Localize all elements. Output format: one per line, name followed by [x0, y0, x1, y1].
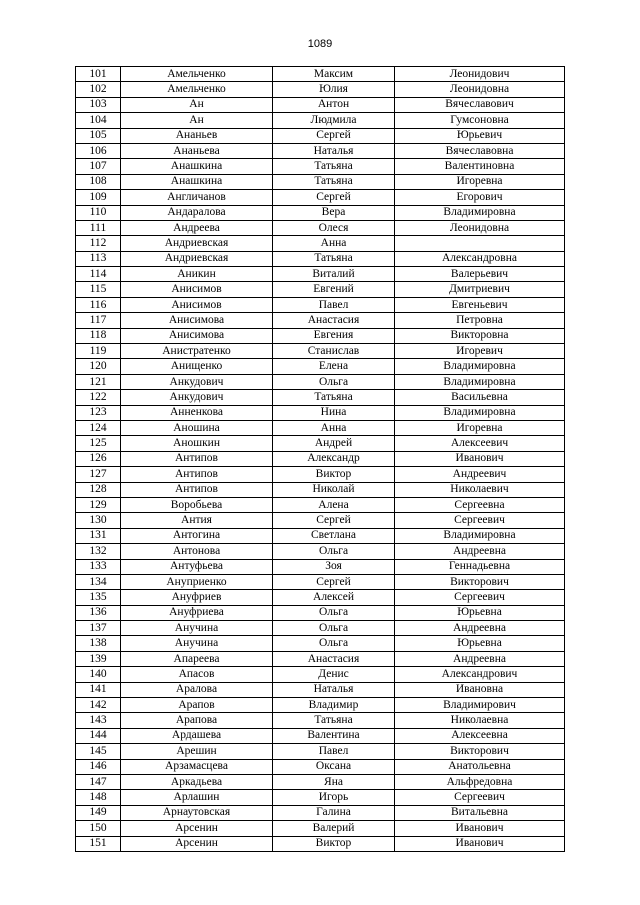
table-row — [76, 836, 565, 851]
last-name-cell: Антипов — [121, 467, 273, 482]
patronymic-cell: Владимировна — [395, 528, 565, 543]
table-row — [76, 805, 565, 820]
first-name-cell: Игорь — [273, 790, 395, 805]
first-name-cell: Максим — [273, 67, 395, 82]
first-name-cell: Вера — [273, 205, 395, 220]
patronymic-cell: Юрьевна — [395, 605, 565, 620]
row-number: 104 — [76, 113, 121, 128]
patronymic-cell: Геннадьевна — [395, 559, 565, 574]
first-name-cell: Евгения — [273, 328, 395, 343]
first-name-cell: Анастасия — [273, 651, 395, 666]
last-name-cell: Ананьева — [121, 143, 273, 158]
row-number: 120 — [76, 359, 121, 374]
table-row — [76, 790, 565, 805]
patronymic-cell: Викторович — [395, 574, 565, 589]
first-name-cell: Денис — [273, 667, 395, 682]
patronymic-cell: Юрьевич — [395, 128, 565, 143]
row-number: 113 — [76, 251, 121, 266]
patronymic-cell: Андреевна — [395, 621, 565, 636]
patronymic-cell: Николаевна — [395, 713, 565, 728]
last-name-cell: Аралова — [121, 682, 273, 697]
table-row — [76, 528, 565, 543]
last-name-cell: Апареева — [121, 651, 273, 666]
last-name-cell: Аношина — [121, 420, 273, 435]
names-table-body — [76, 67, 565, 852]
last-name-cell: Арсенин — [121, 821, 273, 836]
last-name-cell: Ан — [121, 113, 273, 128]
last-name-cell: Анистратенко — [121, 344, 273, 359]
last-name-cell: Анищенко — [121, 359, 273, 374]
patronymic-cell: Сергеевна — [395, 497, 565, 512]
first-name-cell: Алена — [273, 497, 395, 512]
row-number: 118 — [76, 328, 121, 343]
table-row — [76, 621, 565, 636]
last-name-cell: Анисимов — [121, 282, 273, 297]
row-number: 142 — [76, 698, 121, 713]
last-name-cell: Анкудович — [121, 390, 273, 405]
patronymic-cell: Леонидовна — [395, 82, 565, 97]
row-number: 124 — [76, 420, 121, 435]
table-row — [76, 359, 565, 374]
row-number: 150 — [76, 821, 121, 836]
last-name-cell: Ардашева — [121, 728, 273, 743]
row-number: 109 — [76, 190, 121, 205]
row-number: 143 — [76, 713, 121, 728]
first-name-cell: Татьяна — [273, 174, 395, 189]
last-name-cell: Антогина — [121, 528, 273, 543]
first-name-cell: Анна — [273, 420, 395, 435]
first-name-cell: Валентина — [273, 728, 395, 743]
table-row — [76, 82, 565, 97]
row-number: 134 — [76, 574, 121, 589]
row-number: 136 — [76, 605, 121, 620]
last-name-cell: Англичанов — [121, 190, 273, 205]
row-number: 129 — [76, 497, 121, 512]
row-number: 146 — [76, 759, 121, 774]
patronymic-cell: Владимирович — [395, 698, 565, 713]
last-name-cell: Арзамасцева — [121, 759, 273, 774]
last-name-cell: Андреева — [121, 220, 273, 235]
first-name-cell: Виктор — [273, 836, 395, 851]
table-row — [76, 544, 565, 559]
first-name-cell: Ольга — [273, 621, 395, 636]
table-row — [76, 205, 565, 220]
table-row — [76, 190, 565, 205]
table-row — [76, 113, 565, 128]
last-name-cell: Воробьева — [121, 497, 273, 512]
first-name-cell: Павел — [273, 297, 395, 312]
first-name-cell: Станислав — [273, 344, 395, 359]
table-row — [76, 698, 565, 713]
first-name-cell: Татьяна — [273, 713, 395, 728]
patronymic-cell: Игоревна — [395, 174, 565, 189]
first-name-cell: Галина — [273, 805, 395, 820]
row-number: 115 — [76, 282, 121, 297]
row-number: 123 — [76, 405, 121, 420]
table-row — [76, 390, 565, 405]
table-row — [76, 682, 565, 697]
patronymic-cell: Алексеевич — [395, 436, 565, 451]
first-name-cell: Татьяна — [273, 251, 395, 266]
row-number: 137 — [76, 621, 121, 636]
row-number: 112 — [76, 236, 121, 251]
patronymic-cell: Гумсоновна — [395, 113, 565, 128]
table-row — [76, 344, 565, 359]
table-row — [76, 420, 565, 435]
row-number: 106 — [76, 143, 121, 158]
patronymic-cell: Игоревна — [395, 420, 565, 435]
patronymic-cell: Игоревич — [395, 344, 565, 359]
last-name-cell: Арешин — [121, 744, 273, 759]
patronymic-cell: Витальевна — [395, 805, 565, 820]
table-row — [76, 143, 565, 158]
first-name-cell: Ольга — [273, 374, 395, 389]
patronymic-cell: Вячеславович — [395, 97, 565, 112]
last-name-cell: Ануфриев — [121, 590, 273, 605]
first-name-cell: Олеся — [273, 220, 395, 235]
patronymic-cell: Егорович — [395, 190, 565, 205]
first-name-cell: Алексей — [273, 590, 395, 605]
first-name-cell: Наталья — [273, 143, 395, 158]
row-number: 102 — [76, 82, 121, 97]
row-number: 119 — [76, 344, 121, 359]
first-name-cell: Павел — [273, 744, 395, 759]
table-row — [76, 636, 565, 651]
last-name-cell: Анучина — [121, 636, 273, 651]
row-number: 148 — [76, 790, 121, 805]
row-number: 111 — [76, 220, 121, 235]
patronymic-cell: Владимировна — [395, 405, 565, 420]
patronymic-cell: Дмитриевич — [395, 282, 565, 297]
table-row — [76, 728, 565, 743]
table-row — [76, 651, 565, 666]
row-number: 147 — [76, 774, 121, 789]
row-number: 132 — [76, 544, 121, 559]
first-name-cell: Сергей — [273, 128, 395, 143]
first-name-cell: Анна — [273, 236, 395, 251]
last-name-cell: Амельченко — [121, 67, 273, 82]
patronymic-cell: Вячеславовна — [395, 143, 565, 158]
patronymic-cell: Сергеевич — [395, 590, 565, 605]
first-name-cell: Ольга — [273, 636, 395, 651]
patronymic-cell: Андреевна — [395, 651, 565, 666]
patronymic-cell — [395, 236, 565, 251]
table-row — [76, 220, 565, 235]
table-row — [76, 374, 565, 389]
patronymic-cell: Викторович — [395, 744, 565, 759]
table-row — [76, 574, 565, 589]
last-name-cell: Ананьев — [121, 128, 273, 143]
table-row — [76, 713, 565, 728]
names-table — [75, 66, 565, 852]
row-number: 110 — [76, 205, 121, 220]
row-number: 122 — [76, 390, 121, 405]
row-number: 145 — [76, 744, 121, 759]
first-name-cell: Сергей — [273, 574, 395, 589]
table-row — [76, 328, 565, 343]
row-number: 116 — [76, 297, 121, 312]
row-number: 141 — [76, 682, 121, 697]
last-name-cell: Антуфьева — [121, 559, 273, 574]
patronymic-cell: Владимировна — [395, 374, 565, 389]
first-name-cell: Евгений — [273, 282, 395, 297]
row-number: 117 — [76, 313, 121, 328]
first-name-cell: Людмила — [273, 113, 395, 128]
last-name-cell: Арсенин — [121, 836, 273, 851]
last-name-cell: Андриевская — [121, 251, 273, 266]
last-name-cell: Ануприенко — [121, 574, 273, 589]
first-name-cell: Яна — [273, 774, 395, 789]
patronymic-cell: Иванович — [395, 821, 565, 836]
table-row — [76, 67, 565, 82]
patronymic-cell: Ивановна — [395, 682, 565, 697]
first-name-cell: Татьяна — [273, 390, 395, 405]
patronymic-cell: Андреевич — [395, 467, 565, 482]
table-row — [76, 590, 565, 605]
first-name-cell: Светлана — [273, 528, 395, 543]
table-row — [76, 436, 565, 451]
last-name-cell: Анисимов — [121, 297, 273, 312]
patronymic-cell: Леонидовна — [395, 220, 565, 235]
first-name-cell: Анастасия — [273, 313, 395, 328]
table-row — [76, 451, 565, 466]
last-name-cell: Арапов — [121, 698, 273, 713]
patronymic-cell: Иванович — [395, 451, 565, 466]
row-number: 135 — [76, 590, 121, 605]
row-number: 133 — [76, 559, 121, 574]
first-name-cell: Ольга — [273, 544, 395, 559]
table-row — [76, 236, 565, 251]
patronymic-cell: Андреевна — [395, 544, 565, 559]
first-name-cell: Сергей — [273, 190, 395, 205]
page-number: 1089 — [307, 38, 333, 50]
first-name-cell: Андрей — [273, 436, 395, 451]
last-name-cell: Андриевская — [121, 236, 273, 251]
patronymic-cell: Алексеевна — [395, 728, 565, 743]
first-name-cell: Александр — [273, 451, 395, 466]
first-name-cell: Владимир — [273, 698, 395, 713]
table-row — [76, 97, 565, 112]
table-row — [76, 267, 565, 282]
first-name-cell: Виктор — [273, 467, 395, 482]
row-number: 108 — [76, 174, 121, 189]
patronymic-cell: Викторовна — [395, 328, 565, 343]
patronymic-cell: Петровна — [395, 313, 565, 328]
row-number: 126 — [76, 451, 121, 466]
patronymic-cell: Александрович — [395, 667, 565, 682]
last-name-cell: Анисимова — [121, 313, 273, 328]
last-name-cell: Аношкин — [121, 436, 273, 451]
table-row — [76, 605, 565, 620]
last-name-cell: Анашкина — [121, 159, 273, 174]
row-number: 114 — [76, 267, 121, 282]
patronymic-cell: Александровна — [395, 251, 565, 266]
first-name-cell: Елена — [273, 359, 395, 374]
patronymic-cell: Альфредовна — [395, 774, 565, 789]
table-row — [76, 405, 565, 420]
first-name-cell: Виталий — [273, 267, 395, 282]
patronymic-cell: Валентиновна — [395, 159, 565, 174]
row-number: 125 — [76, 436, 121, 451]
last-name-cell: Анашкина — [121, 174, 273, 189]
first-name-cell: Наталья — [273, 682, 395, 697]
row-number: 101 — [76, 67, 121, 82]
last-name-cell: Аркадьева — [121, 774, 273, 789]
table-row — [76, 128, 565, 143]
last-name-cell: Антипов — [121, 482, 273, 497]
last-name-cell: Андаралова — [121, 205, 273, 220]
row-number: 130 — [76, 513, 121, 528]
patronymic-cell: Юрьевна — [395, 636, 565, 651]
first-name-cell: Юлия — [273, 82, 395, 97]
first-name-cell: Оксана — [273, 759, 395, 774]
table-row — [76, 482, 565, 497]
table-row — [76, 821, 565, 836]
patronymic-cell: Анатольевна — [395, 759, 565, 774]
table-row — [76, 497, 565, 512]
row-number: 131 — [76, 528, 121, 543]
table-row — [76, 559, 565, 574]
first-name-cell: Антон — [273, 97, 395, 112]
table-row — [76, 467, 565, 482]
patronymic-cell: Сергеевич — [395, 790, 565, 805]
row-number: 128 — [76, 482, 121, 497]
patronymic-cell: Николаевич — [395, 482, 565, 497]
row-number: 139 — [76, 651, 121, 666]
row-number: 127 — [76, 467, 121, 482]
first-name-cell: Валерий — [273, 821, 395, 836]
row-number: 138 — [76, 636, 121, 651]
patronymic-cell: Владимировна — [395, 359, 565, 374]
patronymic-cell: Владимировна — [395, 205, 565, 220]
table-row — [76, 667, 565, 682]
patronymic-cell: Иванович — [395, 836, 565, 851]
table-row — [76, 313, 565, 328]
last-name-cell: Арлашин — [121, 790, 273, 805]
last-name-cell: Анучина — [121, 621, 273, 636]
table-row — [76, 759, 565, 774]
first-name-cell: Ольга — [273, 605, 395, 620]
row-number: 103 — [76, 97, 121, 112]
last-name-cell: Ануфриева — [121, 605, 273, 620]
row-number: 151 — [76, 836, 121, 851]
last-name-cell: Апасов — [121, 667, 273, 682]
patronymic-cell: Евгеньевич — [395, 297, 565, 312]
row-number: 149 — [76, 805, 121, 820]
patronymic-cell: Леонидович — [395, 67, 565, 82]
last-name-cell: Антипов — [121, 451, 273, 466]
row-number: 107 — [76, 159, 121, 174]
table-row — [76, 174, 565, 189]
last-name-cell: Арапова — [121, 713, 273, 728]
patronymic-cell: Валерьевич — [395, 267, 565, 282]
last-name-cell: Антия — [121, 513, 273, 528]
row-number: 144 — [76, 728, 121, 743]
table-row — [76, 159, 565, 174]
first-name-cell: Нина — [273, 405, 395, 420]
patronymic-cell: Сергеевич — [395, 513, 565, 528]
last-name-cell: Аникин — [121, 267, 273, 282]
table-row — [76, 282, 565, 297]
last-name-cell: Амельченко — [121, 82, 273, 97]
table-row — [76, 774, 565, 789]
first-name-cell: Зоя — [273, 559, 395, 574]
table-row — [76, 251, 565, 266]
last-name-cell: Арнаутовская — [121, 805, 273, 820]
row-number: 140 — [76, 667, 121, 682]
last-name-cell: Ан — [121, 97, 273, 112]
row-number: 105 — [76, 128, 121, 143]
first-name-cell: Татьяна — [273, 159, 395, 174]
last-name-cell: Анненкова — [121, 405, 273, 420]
row-number: 121 — [76, 374, 121, 389]
first-name-cell: Сергей — [273, 513, 395, 528]
table-row — [76, 297, 565, 312]
patronymic-cell: Васильевна — [395, 390, 565, 405]
last-name-cell: Анисимова — [121, 328, 273, 343]
table-row — [76, 744, 565, 759]
table-row — [76, 513, 565, 528]
last-name-cell: Антонова — [121, 544, 273, 559]
first-name-cell: Николай — [273, 482, 395, 497]
last-name-cell: Анкудович — [121, 374, 273, 389]
